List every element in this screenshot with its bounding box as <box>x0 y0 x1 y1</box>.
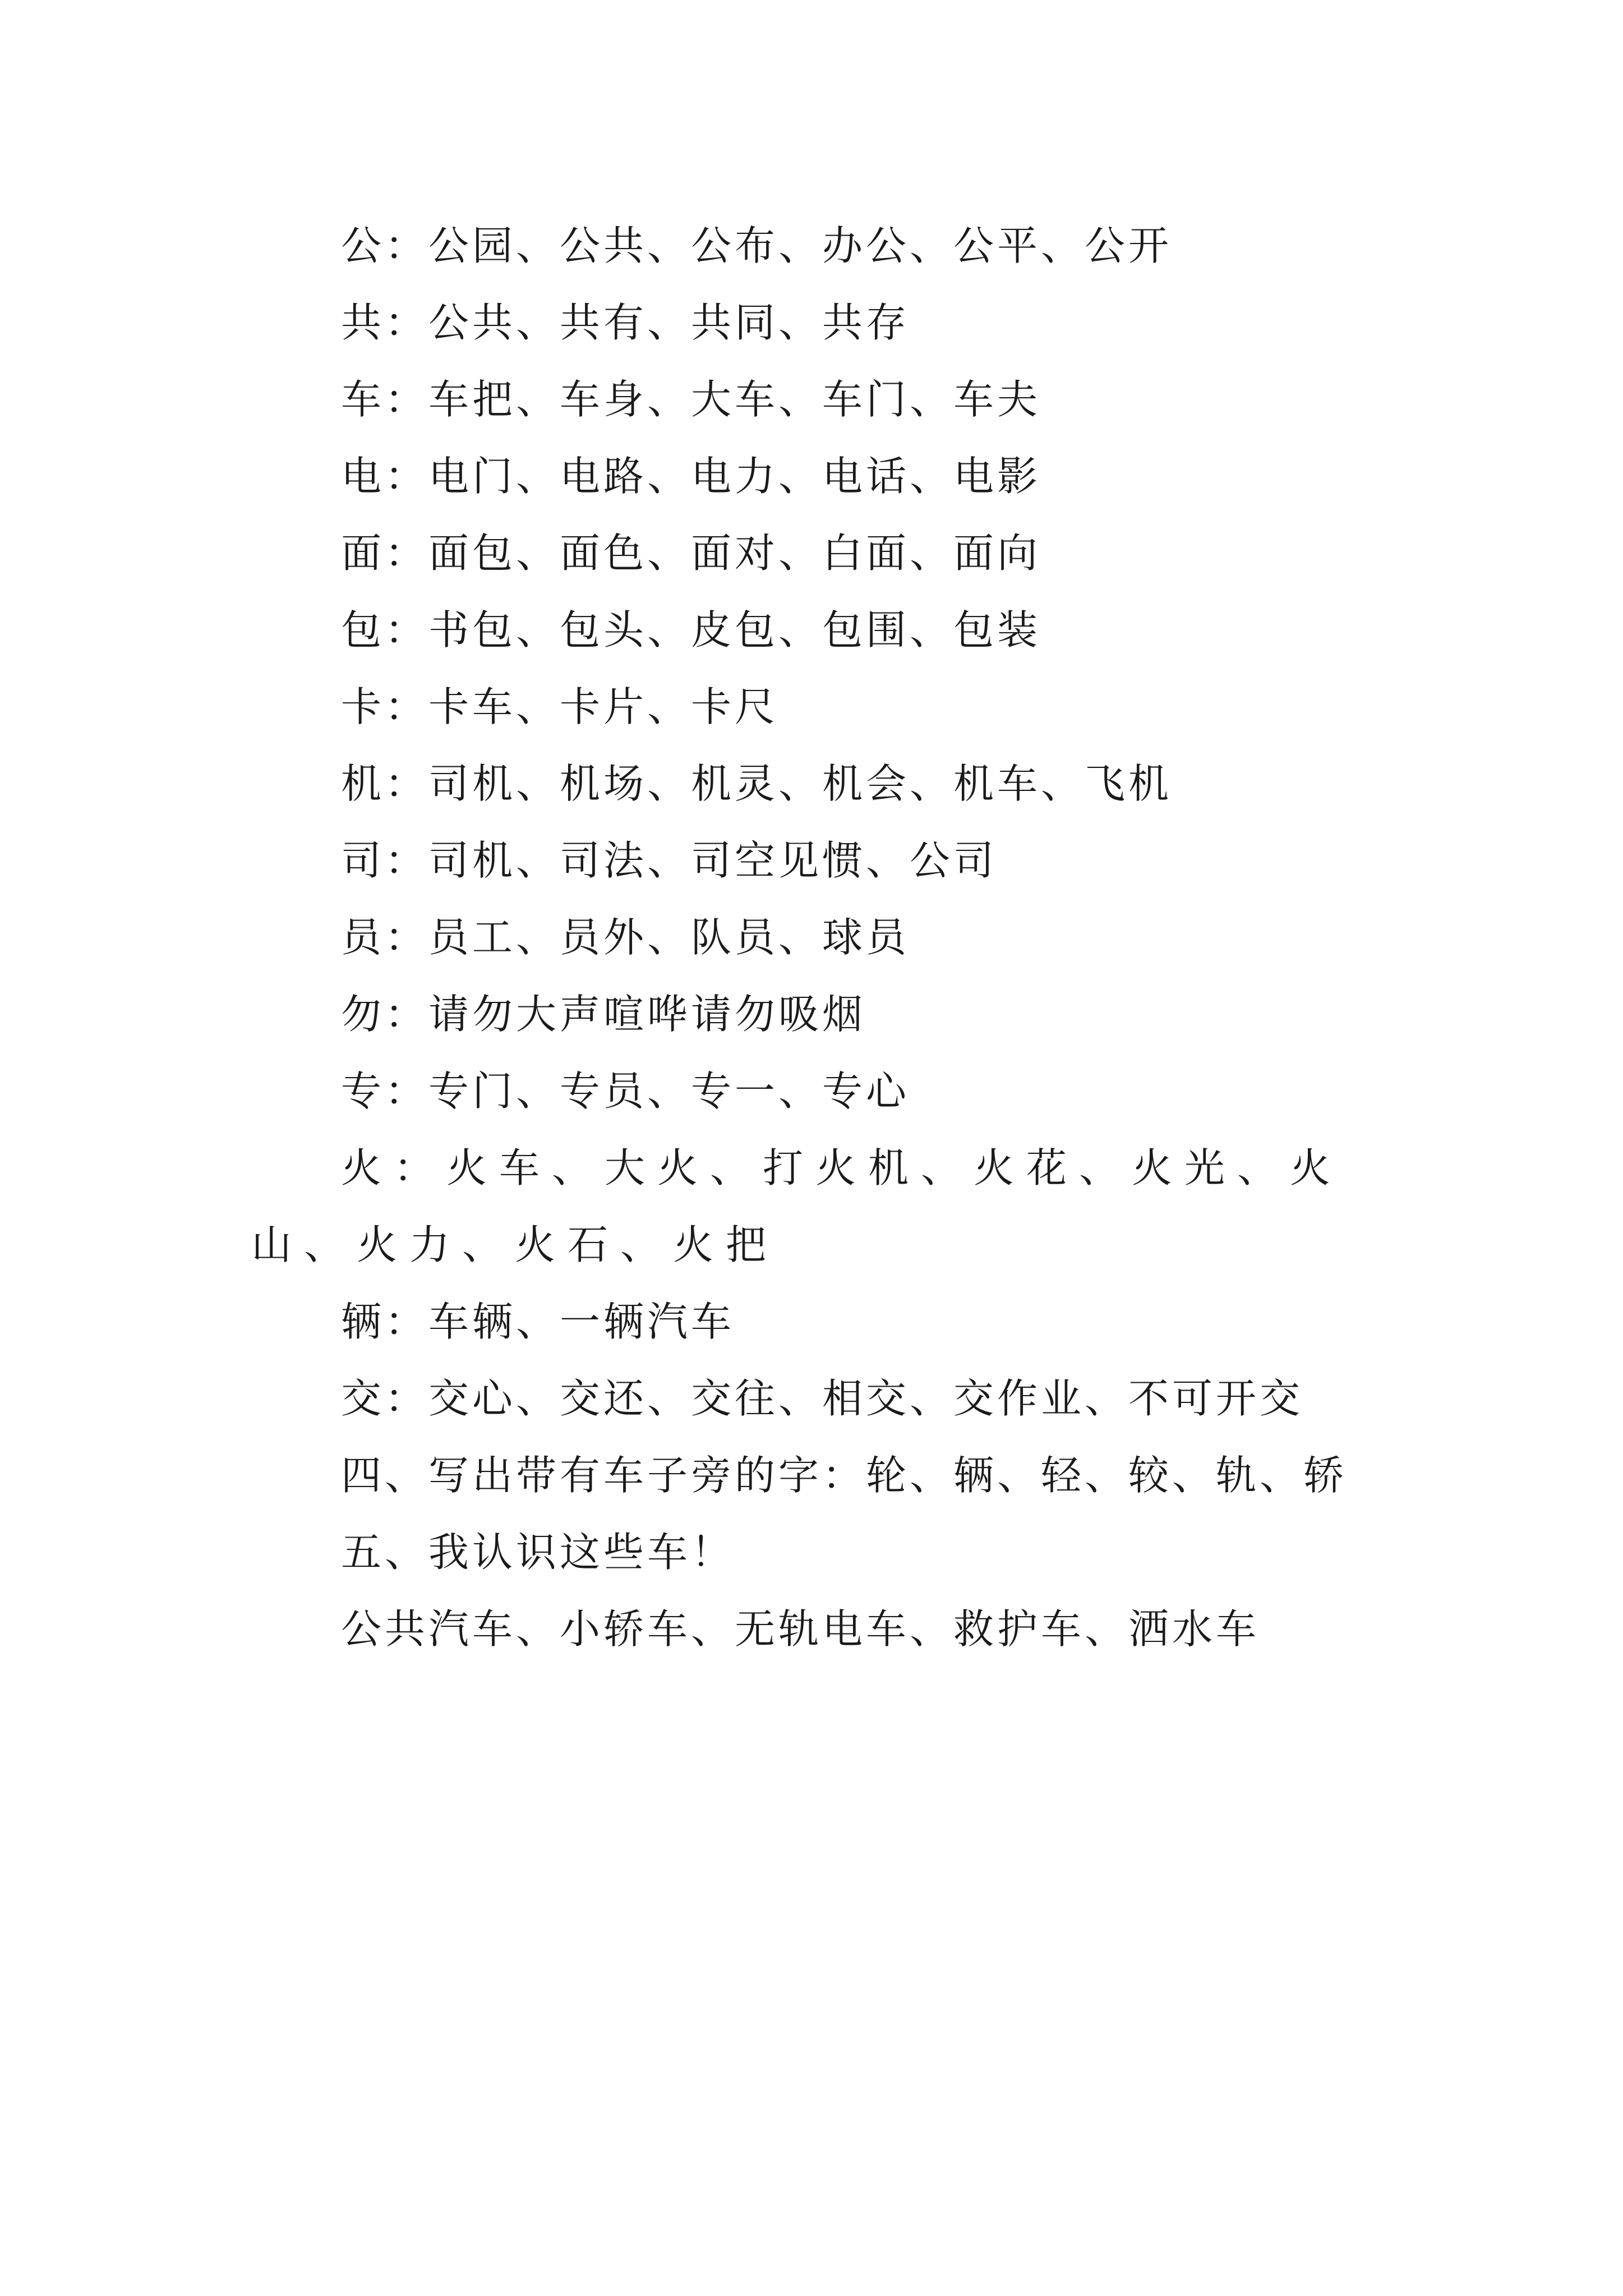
text-line-gong-share: 共：公共、共有、共同、共存 <box>341 299 910 346</box>
text-line-si: 司：司机、司法、司空见惯、公司 <box>341 837 998 884</box>
text-line-dian: 电：电门、电路、电力、电话、电影 <box>341 453 1041 500</box>
vehicle-list: 公共汽车、小轿车、无轨电车、救护车、洒水车 <box>341 1605 1260 1653</box>
text-line-yuan: 员：员工、员外、队员、球员 <box>341 914 910 961</box>
text-line-ka: 卡：卡车、卡片、卡尺 <box>341 683 779 730</box>
section-four-heading: 四、写出带有车子旁的字：轮、辆、轻、较、轨、轿 <box>341 1452 1348 1499</box>
text-line-huo: 火：火车、大火、打火机、火花、火光、火山、火力、火石、火把 <box>251 1144 1343 1268</box>
text-line-wu: 勿：请勿大声喧哗请勿吸烟 <box>341 991 866 1038</box>
text-line-zhuan: 专：专门、专员、专一、专心 <box>341 1068 910 1115</box>
text-line-ji: 机：司机、机场、机灵、机会、机车、飞机 <box>341 760 1173 807</box>
text-line-gong: 公：公园、公共、公布、办公、公平、公开 <box>341 222 1173 269</box>
section-five-heading: 五、我认识这些车！ <box>341 1529 735 1576</box>
text-line-mian: 面：面包、面色、面对、白面、面向 <box>341 530 1041 577</box>
text-line-liang: 辆：车辆、一辆汽车 <box>341 1298 735 1345</box>
text-line-jiao: 交：交心、交还、交往、相交、交作业、不可开交 <box>341 1375 1304 1422</box>
text-line-bao: 包：书包、包头、皮包、包围、包装 <box>341 606 1041 654</box>
text-line-che: 车：车把、车身、大车、车门、车夫 <box>341 376 1041 423</box>
document-body <box>251 208 1429 1668</box>
